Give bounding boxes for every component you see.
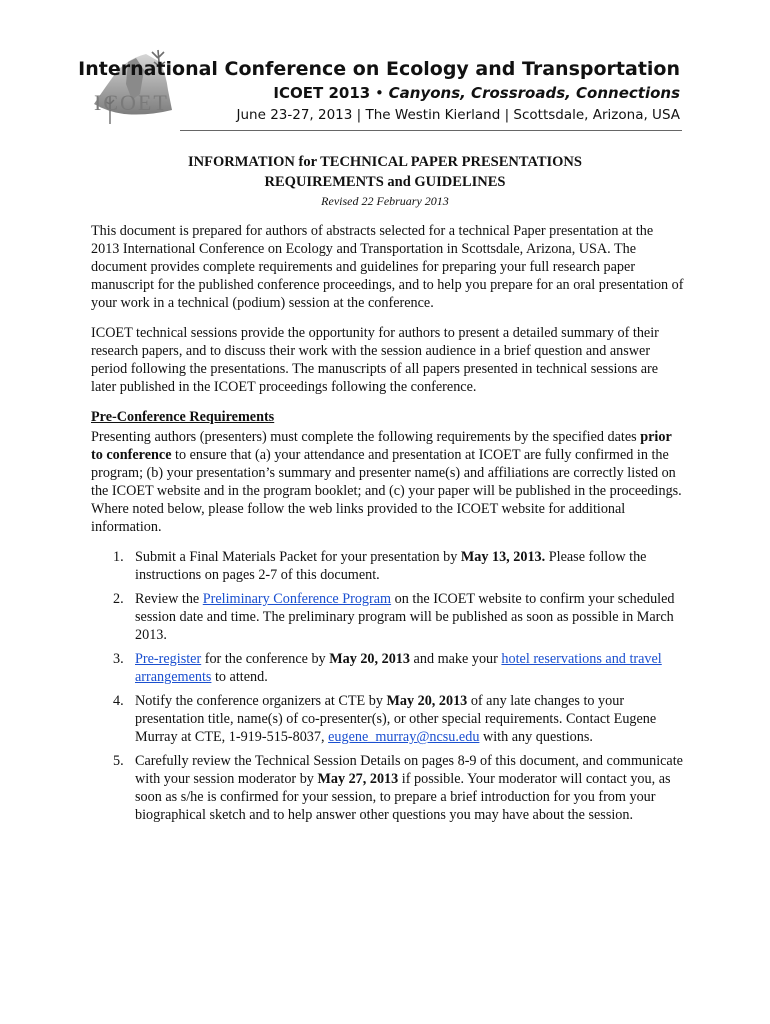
prior-to-conference-emphasis: prior to conference bbox=[91, 429, 672, 463]
conference-date-location: June 23-27, 2013 | The Westin Kierland | Scottsdale, Arizona, USA bbox=[236, 107, 680, 123]
email-link[interactable]: eugene_murray@ncsu.edu bbox=[328, 729, 480, 745]
deadline-date: May 20, 2013 bbox=[329, 651, 410, 667]
document-body bbox=[91, 222, 685, 830]
list-item bbox=[91, 590, 685, 644]
document-title-line-2: REQUIREMENTS and GUIDELINES bbox=[264, 174, 506, 190]
item-text: Submit a Final Materials Packet for your presentation by bbox=[135, 549, 461, 565]
list-item-number: 3. bbox=[113, 651, 124, 667]
pre-conference-text-a: Presenting authors (presenters) must complete the following requirements by the specified dates bbox=[91, 429, 641, 445]
list-item bbox=[91, 548, 685, 584]
header-divider bbox=[180, 130, 682, 131]
list-item-number: 2. bbox=[113, 591, 124, 607]
conference-edition: ICOET 2013 bbox=[273, 84, 371, 102]
document-title-line-1: INFORMATION for TECHNICAL PAPER PRESENTATIONS bbox=[188, 154, 582, 170]
item-text: Review the bbox=[135, 591, 203, 607]
item-text: on the ICOET website to confirm your scheduled session date and time. The preliminary program will be published as soon as possible in March 2013. bbox=[135, 591, 675, 643]
pre-register-link[interactable]: Pre-register bbox=[135, 651, 202, 667]
item-text: if possible. Your moderator will contact you, as soon as s/he is confirmed for your session, to prepare a brief introduction for you from your biographical sketch and to help answer other questions you may have about the session. bbox=[135, 771, 671, 823]
logo-text: ICOET bbox=[94, 90, 169, 115]
preliminary-program-link[interactable]: Preliminary Conference Program bbox=[202, 591, 392, 607]
list-item-number: 4. bbox=[113, 693, 124, 709]
conference-subtitle bbox=[273, 84, 680, 102]
item-text: and make your bbox=[410, 651, 502, 667]
item-text: Carefully review the Technical Session Details on pages 8-9 of this document, and communicate with your session moderator by bbox=[135, 753, 683, 787]
item-text: Notify the conference organizers at CTE by bbox=[135, 693, 387, 709]
item-text: with any questions. bbox=[479, 729, 593, 745]
revision-date: Revised 22 February 2013 bbox=[321, 194, 449, 208]
list-item bbox=[91, 692, 685, 746]
document-title-block bbox=[0, 152, 770, 210]
deadline-date: May 20, 2013 bbox=[386, 693, 468, 709]
item-text: of any late changes to your presentation title, name(s) of co-presenter(s), or other special requirements. Contact Eugene Murray at CTE, 1-919-515-8037, bbox=[135, 693, 657, 745]
list-item-number: 5. bbox=[113, 753, 124, 769]
list-item-number: 1. bbox=[113, 549, 124, 565]
item-text: Please follow the instructions on pages 2-7 of this document. bbox=[135, 549, 647, 583]
requirements-list bbox=[91, 548, 685, 824]
sessions-paragraph: ICOET technical sessions provide the opportunity for authors to present a detailed summary of their research papers, and to discuss their work with the session audience in a brief question and answer period following the presentations. The manuscripts of all papers presented in technical sessions are later published in the ICOET proceedings following the conference. bbox=[91, 325, 659, 395]
deadline-date: May 27, 2013 bbox=[317, 771, 399, 787]
list-item bbox=[91, 752, 685, 824]
deadline-date: May 13, 2013. bbox=[460, 549, 546, 565]
list-item bbox=[91, 650, 685, 686]
intro-paragraph: This document is prepared for authors of abstracts selected for a technical Paper presentation at the 2013 International Conference on Ecology and Transportation in Scottsdale, Arizona, USA. The document provides complete requirements and guidelines for preparing your full research paper manuscript for the published conference proceedings, and to help you prepare for an oral presentation of your work in a technical (podium) session at the conference. bbox=[91, 223, 684, 311]
pre-conference-text-b: to ensure that (a) your attendance and presentation at ICOET are fully confirmed in the program; (b) your presentation’s summary and presenter name(s) and affiliations are correctly listed on the ICOET website and in the program booklet; and (c) your paper will be published in the proceedings. Where noted below, please follow the web links provided to the ICOET website for additional information. bbox=[91, 447, 682, 535]
pre-conference-paragraph bbox=[91, 428, 685, 536]
item-text: for the conference by bbox=[201, 651, 330, 667]
item-text: to attend. bbox=[211, 669, 268, 685]
hotel-reservations-link[interactable]: hotel reservations and travel arrangements bbox=[135, 651, 662, 685]
separator-bullet: • bbox=[375, 84, 384, 102]
pre-conference-heading: Pre-Conference Requirements bbox=[91, 409, 275, 425]
conference-tagline: Canyons, Crossroads, Connections bbox=[388, 84, 680, 102]
conference-title: International Conference on Ecology and Transportation bbox=[78, 58, 680, 80]
